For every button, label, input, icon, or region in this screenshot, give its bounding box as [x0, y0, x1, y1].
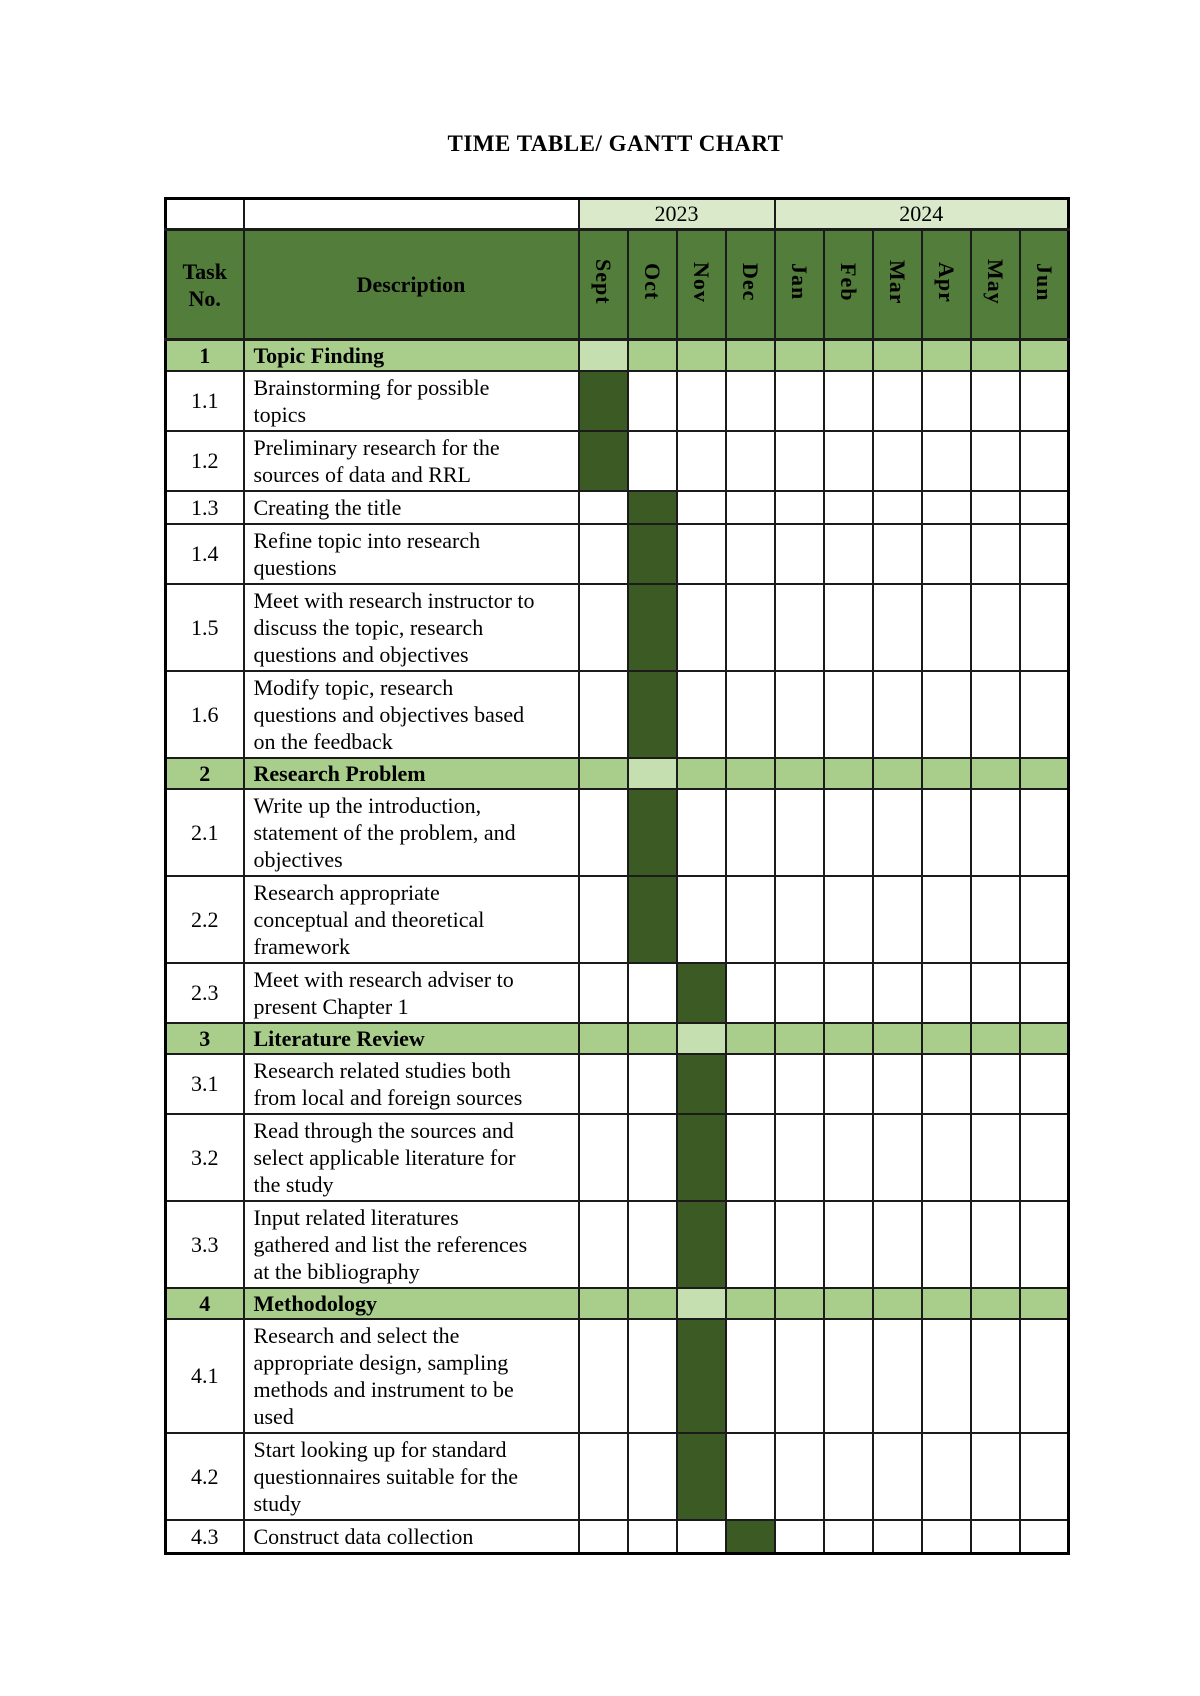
task-no-cell: 1.4 — [166, 524, 244, 584]
gantt-bar-cell — [677, 963, 726, 1023]
month-cell — [775, 1520, 824, 1554]
year-header-row — [166, 199, 1069, 230]
month-cell — [1020, 1288, 1069, 1319]
month-label: Nov — [689, 261, 714, 303]
month-cell — [775, 1433, 824, 1520]
month-cell — [922, 1023, 971, 1054]
month-cell — [628, 1114, 677, 1201]
section-title: Literature Review — [244, 1023, 579, 1054]
month-cell — [775, 584, 824, 671]
description-header: Description — [244, 230, 579, 340]
month-cell — [971, 1023, 1020, 1054]
month-cell — [873, 671, 922, 758]
month-cell — [775, 431, 824, 491]
month-cell — [775, 1201, 824, 1288]
section-row-1 — [166, 340, 1069, 372]
month-cell — [726, 491, 775, 524]
gantt-bar-cell — [677, 1319, 726, 1433]
month-cell — [873, 1433, 922, 1520]
month-cell — [726, 876, 775, 963]
gantt-bar-cell — [579, 371, 628, 431]
month-cell — [677, 491, 726, 524]
month-cell — [922, 789, 971, 876]
month-cell — [1020, 671, 1069, 758]
month-cell — [971, 491, 1020, 524]
task-no-cell: 1.5 — [166, 584, 244, 671]
task-no-cell: 2.3 — [166, 963, 244, 1023]
month-cell — [775, 371, 824, 431]
month-cell — [824, 1114, 873, 1201]
month-cell — [824, 1433, 873, 1520]
month-cell — [726, 1201, 775, 1288]
description-cell: Meet with research instructor to discuss the topic, research questions and objectives — [244, 584, 579, 671]
month-cell — [726, 671, 775, 758]
month-cell — [628, 1288, 677, 1319]
month-cell — [677, 524, 726, 584]
month-cell — [873, 1054, 922, 1114]
month-header-nov — [677, 230, 726, 340]
month-cell — [579, 876, 628, 963]
month-cell — [873, 1114, 922, 1201]
month-label: Feb — [836, 262, 861, 302]
month-label: Dec — [738, 262, 763, 302]
month-cell — [579, 1054, 628, 1114]
gantt-bar-cell — [628, 491, 677, 524]
month-cell — [1020, 789, 1069, 876]
task-row-1.6 — [166, 671, 1069, 758]
gantt-bar-cell — [628, 789, 677, 876]
month-cell — [628, 431, 677, 491]
month-header-jan — [775, 230, 824, 340]
month-cell — [873, 758, 922, 789]
month-cell — [971, 524, 1020, 584]
month-cell — [824, 1319, 873, 1433]
month-cell — [1020, 1114, 1069, 1201]
description-cell: Read through the sources and select applicable literature for the study — [244, 1114, 579, 1201]
month-cell — [677, 789, 726, 876]
section-row-2 — [166, 758, 1069, 789]
month-cell — [628, 371, 677, 431]
section-pass-cell — [677, 1023, 726, 1054]
month-cell — [971, 671, 1020, 758]
month-cell — [1020, 1433, 1069, 1520]
month-cell — [628, 1201, 677, 1288]
month-cell — [726, 371, 775, 431]
month-cell — [873, 1201, 922, 1288]
corner-blank-description — [244, 199, 579, 230]
task-no-cell: 1.2 — [166, 431, 244, 491]
month-cell — [824, 371, 873, 431]
month-cell — [873, 1319, 922, 1433]
month-cell — [628, 1054, 677, 1114]
month-cell — [971, 1319, 1020, 1433]
month-cell — [922, 1288, 971, 1319]
month-cell — [922, 1201, 971, 1288]
month-cell — [1020, 1054, 1069, 1114]
month-cell — [726, 584, 775, 671]
month-label: Oct — [640, 263, 665, 301]
month-cell — [873, 491, 922, 524]
month-cell — [971, 1288, 1020, 1319]
month-cell — [1020, 371, 1069, 431]
month-cell — [726, 1114, 775, 1201]
gantt-bar-cell — [628, 876, 677, 963]
month-cell — [824, 671, 873, 758]
month-cell — [922, 671, 971, 758]
month-cell — [677, 876, 726, 963]
month-cell — [873, 1288, 922, 1319]
month-label: Apr — [934, 261, 959, 303]
month-cell — [726, 340, 775, 372]
month-cell — [971, 963, 1020, 1023]
month-header-oct — [628, 230, 677, 340]
month-cell — [726, 1288, 775, 1319]
section-pass-cell — [677, 1288, 726, 1319]
description-cell: Construct data collection — [244, 1520, 579, 1554]
month-cell — [1020, 584, 1069, 671]
month-cell — [824, 524, 873, 584]
task-no-cell: 1.6 — [166, 671, 244, 758]
gantt-table — [164, 197, 1070, 1555]
section-number: 3 — [166, 1023, 244, 1054]
gantt-bar-cell — [677, 1433, 726, 1520]
task-row-2.1 — [166, 789, 1069, 876]
task-row-3.2 — [166, 1114, 1069, 1201]
month-cell — [1020, 431, 1069, 491]
month-cell — [971, 876, 1020, 963]
month-cell — [775, 1319, 824, 1433]
month-cell — [775, 758, 824, 789]
description-cell: Research and select the appropriate design, sampling methods and instrument to be used — [244, 1319, 579, 1433]
task-row-4.2 — [166, 1433, 1069, 1520]
month-cell — [1020, 1023, 1069, 1054]
month-cell — [628, 963, 677, 1023]
month-cell — [824, 1288, 873, 1319]
month-cell — [579, 584, 628, 671]
task-row-2.3 — [166, 963, 1069, 1023]
month-cell — [922, 1114, 971, 1201]
month-cell — [971, 758, 1020, 789]
description-cell: Write up the introduction, statement of the problem, and objectives — [244, 789, 579, 876]
month-cell — [677, 1520, 726, 1554]
section-title: Topic Finding — [244, 340, 579, 372]
gantt-bar-cell — [628, 671, 677, 758]
task-row-1.4 — [166, 524, 1069, 584]
month-cell — [873, 340, 922, 372]
month-header-apr — [922, 230, 971, 340]
month-cell — [922, 491, 971, 524]
month-header-sept — [579, 230, 628, 340]
month-cell — [971, 340, 1020, 372]
month-header-may — [971, 230, 1020, 340]
month-cell — [873, 431, 922, 491]
month-cell — [579, 758, 628, 789]
month-cell — [579, 491, 628, 524]
month-cell — [775, 1054, 824, 1114]
month-cell — [873, 1520, 922, 1554]
description-cell: Research related studies both from local and foreign sources — [244, 1054, 579, 1114]
month-label: May — [983, 259, 1008, 305]
month-cell — [922, 524, 971, 584]
description-cell: Creating the title — [244, 491, 579, 524]
month-header-mar — [873, 230, 922, 340]
year-cell-2024: 2024 — [775, 199, 1069, 230]
task-no-header: Task No. — [166, 230, 244, 340]
month-cell — [775, 491, 824, 524]
month-cell — [726, 1319, 775, 1433]
month-cell — [775, 963, 824, 1023]
month-cell — [971, 1054, 1020, 1114]
month-cell — [579, 789, 628, 876]
month-cell — [971, 1201, 1020, 1288]
task-row-1.5 — [166, 584, 1069, 671]
month-cell — [726, 524, 775, 584]
task-no-cell: 1.1 — [166, 371, 244, 431]
month-cell — [971, 431, 1020, 491]
task-no-cell: 3.3 — [166, 1201, 244, 1288]
gantt-bar-cell — [579, 431, 628, 491]
month-cell — [775, 1114, 824, 1201]
task-row-3.1 — [166, 1054, 1069, 1114]
year-cell-2023: 2023 — [579, 199, 775, 230]
month-cell — [726, 1433, 775, 1520]
task-no-cell: 2.1 — [166, 789, 244, 876]
month-header-jun — [1020, 230, 1069, 340]
task-row-4.1 — [166, 1319, 1069, 1433]
month-label: Sept — [591, 259, 616, 305]
section-title: Research Problem — [244, 758, 579, 789]
month-cell — [677, 758, 726, 789]
month-cell — [971, 1114, 1020, 1201]
month-cell — [824, 491, 873, 524]
month-cell — [824, 1520, 873, 1554]
month-cell — [922, 371, 971, 431]
month-cell — [824, 876, 873, 963]
description-cell: Modify topic, research questions and objectives based on the feedback — [244, 671, 579, 758]
month-cell — [579, 671, 628, 758]
month-cell — [824, 1023, 873, 1054]
month-cell — [628, 340, 677, 372]
section-number: 1 — [166, 340, 244, 372]
gantt-bar-cell — [677, 1114, 726, 1201]
gantt-bar-cell — [628, 524, 677, 584]
month-cell — [579, 1433, 628, 1520]
month-header-dec — [726, 230, 775, 340]
month-cell — [824, 340, 873, 372]
month-cell — [775, 524, 824, 584]
month-cell — [579, 1114, 628, 1201]
task-row-4.3 — [166, 1520, 1069, 1554]
section-pass-cell — [628, 758, 677, 789]
month-cell — [775, 340, 824, 372]
month-cell — [726, 431, 775, 491]
month-cell — [971, 1520, 1020, 1554]
month-cell — [824, 963, 873, 1023]
month-cell — [677, 584, 726, 671]
gantt-bar-cell — [677, 1201, 726, 1288]
month-cell — [579, 524, 628, 584]
page-title: TIME TABLE/ GANTT CHART — [447, 131, 784, 156]
task-row-3.3 — [166, 1201, 1069, 1288]
month-cell — [775, 789, 824, 876]
task-row-1.3 — [166, 491, 1069, 524]
task-no-cell: 4.1 — [166, 1319, 244, 1433]
month-cell — [922, 876, 971, 963]
month-cell — [824, 1201, 873, 1288]
month-cell — [677, 371, 726, 431]
month-label: Jun — [1031, 262, 1057, 302]
month-cell — [677, 671, 726, 758]
month-cell — [726, 1023, 775, 1054]
month-cell — [971, 789, 1020, 876]
month-cell — [922, 340, 971, 372]
description-cell: Preliminary research for the sources of data and RRL — [244, 431, 579, 491]
month-cell — [1020, 876, 1069, 963]
description-cell: Refine topic into research questions — [244, 524, 579, 584]
month-cell — [922, 1433, 971, 1520]
task-no-cell: 1.3 — [166, 491, 244, 524]
month-cell — [775, 1023, 824, 1054]
gantt-bar-cell — [726, 1520, 775, 1554]
month-cell — [726, 789, 775, 876]
month-cell — [922, 431, 971, 491]
month-cell — [971, 584, 1020, 671]
month-cell — [1020, 1319, 1069, 1433]
month-cell — [628, 1023, 677, 1054]
section-pass-cell — [579, 340, 628, 372]
month-cell — [971, 1433, 1020, 1520]
month-cell — [824, 789, 873, 876]
month-cell — [922, 1319, 971, 1433]
month-cell — [873, 963, 922, 1023]
task-no-cell: 3.2 — [166, 1114, 244, 1201]
month-header-row — [166, 230, 1069, 340]
month-cell — [677, 340, 726, 372]
month-cell — [922, 758, 971, 789]
month-cell — [579, 1319, 628, 1433]
month-header-feb — [824, 230, 873, 340]
month-cell — [1020, 963, 1069, 1023]
month-cell — [1020, 340, 1069, 372]
month-cell — [922, 963, 971, 1023]
month-label: Jan — [787, 263, 812, 301]
month-cell — [775, 1288, 824, 1319]
section-row-4 — [166, 1288, 1069, 1319]
month-cell — [824, 431, 873, 491]
month-cell — [1020, 524, 1069, 584]
description-cell: Start looking up for standard questionnaires suitable for the study — [244, 1433, 579, 1520]
section-number: 4 — [166, 1288, 244, 1319]
task-no-cell: 4.2 — [166, 1433, 244, 1520]
gantt-bar-cell — [628, 584, 677, 671]
month-cell — [628, 1433, 677, 1520]
month-cell — [824, 1054, 873, 1114]
month-cell — [579, 1288, 628, 1319]
month-cell — [873, 876, 922, 963]
corner-blank-task — [166, 199, 244, 230]
month-cell — [726, 1054, 775, 1114]
description-cell: Meet with research adviser to present Chapter 1 — [244, 963, 579, 1023]
task-row-1.1 — [166, 371, 1069, 431]
description-cell: Research appropriate conceptual and theoretical framework — [244, 876, 579, 963]
month-cell — [1020, 1201, 1069, 1288]
month-cell — [873, 789, 922, 876]
task-no-cell: 4.3 — [166, 1520, 244, 1554]
month-cell — [873, 371, 922, 431]
month-cell — [628, 1520, 677, 1554]
task-row-2.2 — [166, 876, 1069, 963]
section-row-3 — [166, 1023, 1069, 1054]
gantt-bar-cell — [677, 1054, 726, 1114]
month-cell — [775, 671, 824, 758]
month-cell — [677, 431, 726, 491]
month-cell — [922, 584, 971, 671]
month-label: Mar — [885, 259, 910, 305]
month-cell — [726, 963, 775, 1023]
section-number: 2 — [166, 758, 244, 789]
month-cell — [873, 1023, 922, 1054]
description-cell: Brainstorming for possible topics — [244, 371, 579, 431]
task-no-cell: 3.1 — [166, 1054, 244, 1114]
month-cell — [922, 1054, 971, 1114]
month-cell — [726, 758, 775, 789]
month-cell — [579, 1023, 628, 1054]
section-title: Methodology — [244, 1288, 579, 1319]
month-cell — [579, 963, 628, 1023]
month-cell — [824, 758, 873, 789]
month-cell — [775, 876, 824, 963]
month-cell — [1020, 1520, 1069, 1554]
month-cell — [873, 584, 922, 671]
task-row-1.2 — [166, 431, 1069, 491]
task-no-cell: 2.2 — [166, 876, 244, 963]
month-cell — [873, 524, 922, 584]
month-cell — [579, 1201, 628, 1288]
month-cell — [824, 584, 873, 671]
month-cell — [922, 1520, 971, 1554]
month-cell — [579, 1520, 628, 1554]
month-cell — [628, 1319, 677, 1433]
month-cell — [1020, 491, 1069, 524]
month-cell — [1020, 758, 1069, 789]
description-cell: Input related literatures gathered and list the references at the bibliography — [244, 1201, 579, 1288]
month-cell — [971, 371, 1020, 431]
